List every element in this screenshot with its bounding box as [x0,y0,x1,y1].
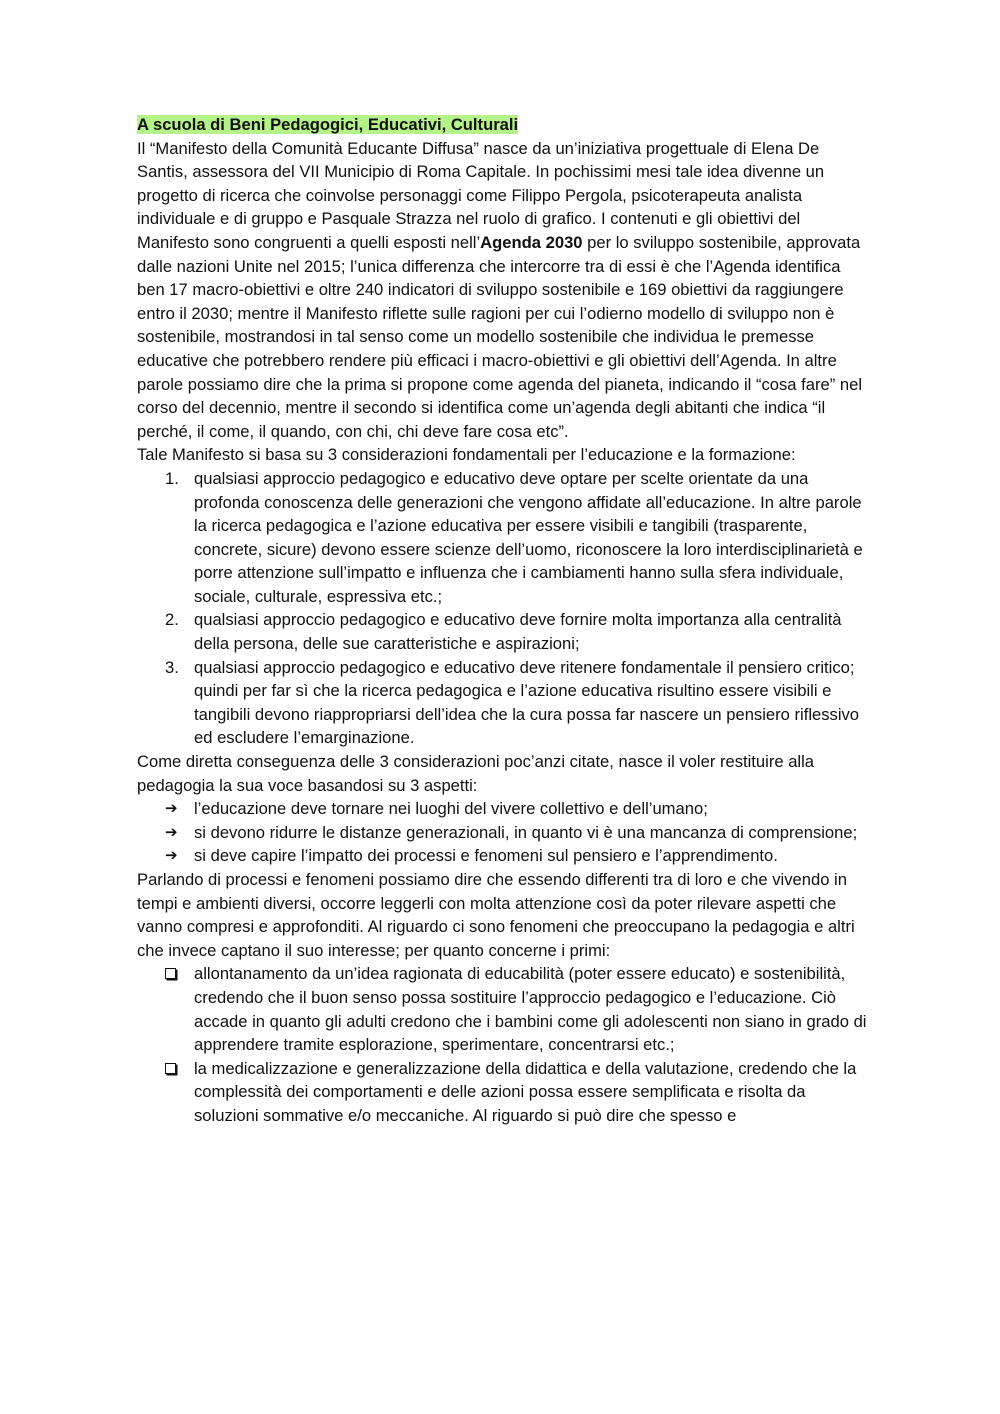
aspects-intro: Come diretta conseguenza delle 3 considerazioni poc’anzi citate, nasce il voler restituire alla pedagogia la sua voce basandosi su 3 aspetti: [137,752,815,795]
list-item [137,821,867,845]
list-number: 2. [165,610,179,630]
arrow-bullet-icon: ➔ [165,823,178,841]
list-item [137,962,867,1056]
intro-text-1: Il “Manifesto della Comunità Educante Diffusa” nasce da un’iniziativa progettuale di Elena De Santis, assessora del VII Municipio di Roma Capitale. In pochissimi mesi tale idea divenne un progetto di ricerca che coinvolse personaggi come Filippo Pergola, psicoterapeuta analista individuale e di gruppo e Pasquale Strazza nel ruolo di grafico. I contenuti e gli obiettivi del Manifesto sono congruenti a quelli esposti nell’ [137,138,825,252]
list-item [137,797,867,821]
aspects-list [137,797,867,868]
list-item [137,1057,867,1128]
list-item-text: qualsiasi approccio pedagogico e educativo deve ritenere fondamentale il pensiero critico; quindi per far sì che la ricerca pedagogica e l’azione educativa risultino essere visibili e tangibili devono riappropriarsi dell’idea che la cura possa far nascere un pensiero riflessivo ed escludere l’emarginazione. [194,657,860,748]
arrow-bullet-icon: ➔ [165,800,178,818]
list-item-text: la medicalizzazione e generalizzazione della didattica e della valutazione, credendo che la complessità dei comportamenti e delle azioni possa essere semplificata e risolta da soluzioni sommative e/o meccaniche. Al riguardo si può dire che spesso e [194,1058,857,1125]
phenomena-list [137,962,867,1127]
document-page [137,113,867,1128]
intro-bold-agenda: Agenda 2030 [480,232,583,252]
list-item-text: qualsiasi approccio pedagogico e educativo deve optare per scelte orientate da una profonda conoscenza delle generazioni che vengono affidate all’educazione. In altre parole la ricerca pedagogica e l’azione educativa per essere visibili e tangibili (trasparente, concrete, sicure) devono essere scienze dell’uomo, riconoscere la loro interdisciplinarietà e porre attenzione sull’impatto e influenza che i cambiamenti hanno sulla sfera individuale, sociale, culturale, espressiva etc.; [194,468,863,606]
arrow-bullet-icon: ➔ [165,847,178,865]
checkbox-bullet-icon [165,1063,176,1074]
list-item [137,608,867,655]
title-highlight: A scuola di Beni Pedagogici, Educativi, Culturali [137,115,519,134]
list-item-text: si devono ridurre le distanze generazionali, in quanto vi è una mancanza di comprensione; [194,822,858,842]
list-item [137,467,867,609]
list-item-text: si deve capire l’impatto dei processi e fenomeni sul pensiero e l’apprendimento. [194,846,778,866]
phenomena-intro: Parlando di processi e fenomeni possiamo dire che essendo differenti tra di loro e che vivendo in tempi e ambienti diversi, occorre leggerli con molta attenzione così da poter rilevare aspetti che vanno compresi e approfonditi. Al riguardo ci sono fenomeni che preoccupano la pedagogia e altri che invece captano il suo interesse; per quanto concerne i primi: [137,870,855,960]
list-number: 3. [165,657,179,677]
checkbox-bullet-icon [165,968,176,979]
list-item-text: allontanamento da un’idea ragionata di educabilità (poter essere educato) e sostenibilità, credendo che il buon senso possa sostituire l’approccio pedagogico e l’educazione. Ciò accade in quanto gli adulti credono che i bambini come gli adolescenti non siano in grado di apprendere tramite esplorazione, sperimentare, concentrarsi etc.; [194,964,867,1055]
list-item-text: qualsiasi approccio pedagogico e educativo deve fornire molta importanza alla centralità della persona, delle sue caratteristiche e aspirazioni; [194,610,842,654]
intro-text-2: per lo sviluppo sostenibile, approvata dalle nazioni Unite nel 2015; l’unica differenza che intercorre tra di essi è che l’Agenda identifica ben 17 macro-obiettivi e oltre 240 indicatori di sviluppo sostenibile e 169 obiettivi da raggiungere entro il 2030; mentre il Manifesto riflette sulle ragioni per cui l’odierno modello di sviluppo non è sostenibile, mostrandosi in tal senso come un modello sostenibile che individua le premesse educative che potrebbero rendere più efficaci i macro-obiettivi e gli obiettivi dell’Agenda. In altre parole possiamo dire che la prima si propone come agenda del pianeta, indicando il “cosa fare” nel corso del decennio, mentre il secondo si identifica come un’agenda degli abitanti che indica “il perché, il come, il quando, con chi, chi deve fare cosa etc”. [137,232,863,441]
document-title [137,113,867,137]
considerations-intro: Tale Manifesto si basa su 3 considerazioni fondamentali per l’educazione e la formazione: [137,445,796,465]
list-item [137,656,867,750]
list-item-text: l’educazione deve tornare nei luoghi del vivere collettivo e dell’umano; [194,799,708,819]
considerations-list [137,467,867,750]
list-item [137,844,867,868]
list-number: 1. [165,468,179,488]
intro-paragraph [137,137,867,444]
